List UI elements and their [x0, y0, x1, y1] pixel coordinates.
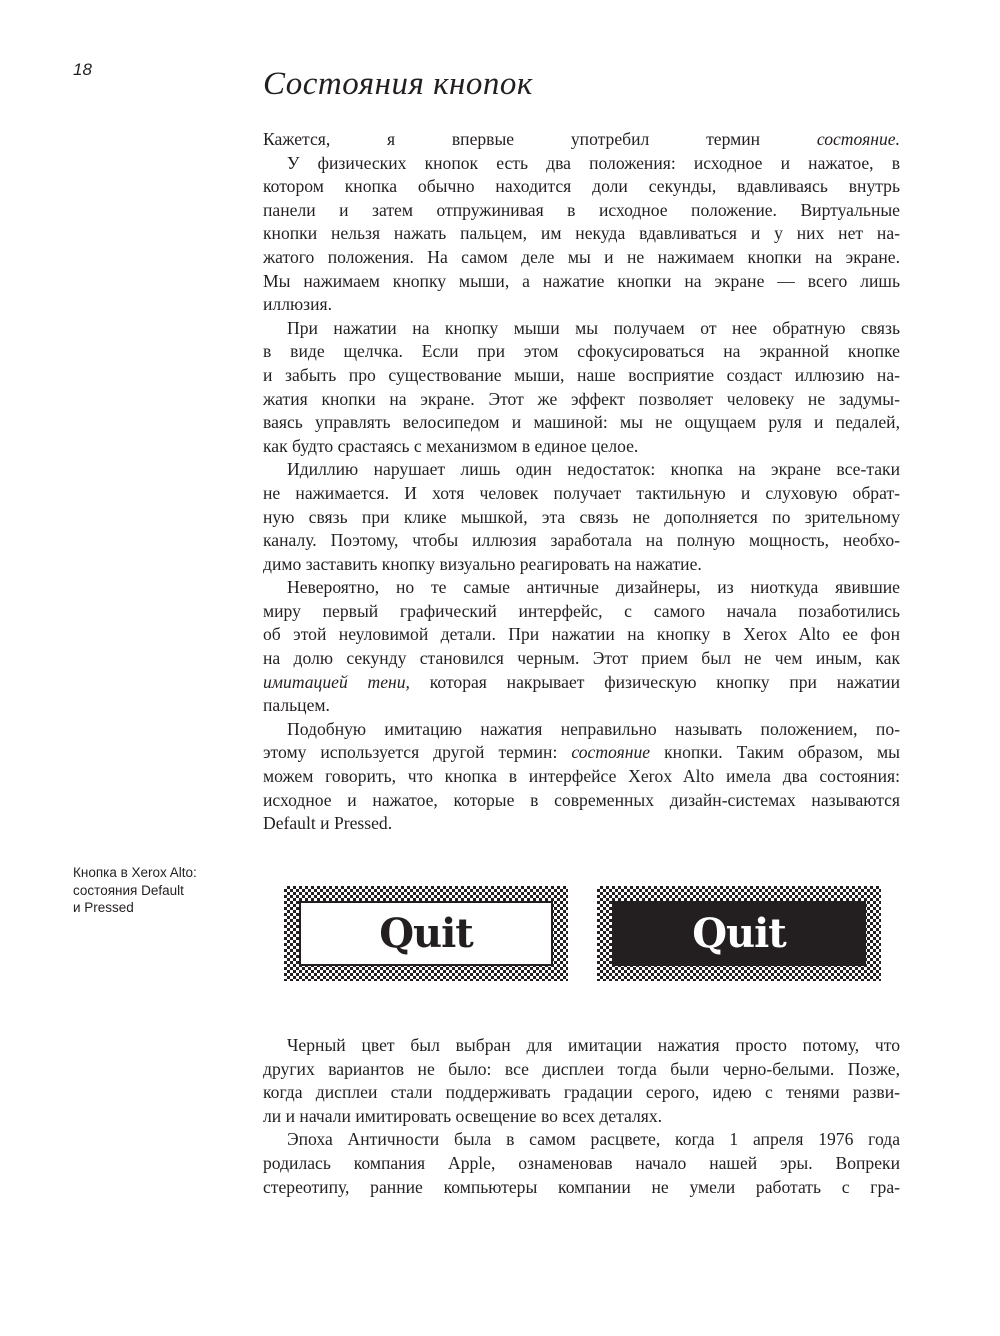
text-line: [263, 600, 900, 624]
text-line: [263, 647, 900, 671]
text-line: [263, 1176, 900, 1200]
text-run: каналу. Поэтому, чтобы иллюзия заработала на полную мощность, необхо-: [263, 530, 900, 551]
text-line: [263, 270, 900, 294]
figure-caption: [73, 864, 197, 917]
text-line: [263, 293, 900, 317]
text-run: ваясь управлять велосипедом и машиной: мы не ощущаем руля и педалей,: [263, 412, 900, 433]
text-line: [263, 741, 900, 765]
text-run: При нажатии на кнопку мыши мы получаем от нее обратную связь: [287, 317, 900, 338]
text-run: миру первый графический интерфейс, с самого начала позаботились: [263, 600, 900, 621]
text-run: жатия кнопки на экране. Этот же эффект позволяет человеку не задумы-: [263, 388, 900, 409]
text-run: У физических кнопок есть два положения: исходное и нажатое, в: [287, 152, 900, 173]
text-line: [263, 1105, 900, 1129]
text-line: [263, 718, 900, 742]
text-run: родилась компания Apple, ознаменовав начало нашей эры. Вопреки: [263, 1152, 900, 1173]
text-line: [263, 411, 900, 435]
quit-label-pressed: Quit: [612, 901, 866, 966]
text-line: [263, 222, 900, 246]
text-line: [263, 789, 900, 813]
text-run: ли и начали имитировать освещение во всех деталях.: [263, 1105, 663, 1126]
quit-label-default: Quit: [299, 901, 553, 966]
text-run: Черный цвет был выбран для имитации нажатия просто потому, что: [287, 1035, 900, 1055]
emphasized-text: имитацией тени,: [263, 671, 410, 692]
text-run: Мы нажимаем кнопку мыши, а нажатие кнопки на экране — всего лишь: [263, 270, 900, 291]
text-run: ную связь при клике мышкой, эта связь не дополняется по зрительному: [263, 506, 900, 527]
body-text-bottom: [263, 1034, 900, 1199]
text-line: [263, 175, 900, 199]
text-line: [263, 1081, 900, 1105]
text-run: панели и затем отпружинивая в исходное положение. Виртуальные: [263, 199, 900, 220]
text-run: и забыть про существование мыши, наше восприятие создаст иллюзию на-: [263, 364, 900, 385]
text-line: [263, 812, 900, 836]
text-run: когда дисплеи стали поддерживать градации серого, идею с тенями разви-: [263, 1082, 900, 1103]
text-run: стереотипу, ранние компьютеры компании не умели работать с гра-: [263, 1176, 900, 1197]
text-line: [263, 317, 900, 341]
text-line: [263, 623, 900, 647]
emphasized-text: состояние: [571, 742, 651, 763]
body-text-top: [263, 128, 900, 836]
text-line: [263, 199, 900, 223]
text-run: об этой неуловимой детали. При нажатии на кнопку в Xerox Alto ее фон: [263, 624, 900, 645]
text-run: жатого положения. На самом деле мы и не нажимаем кнопки на экране.: [263, 246, 900, 267]
text-run: Кажется, я впервые употребил термин: [263, 129, 817, 149]
text-line: [263, 1034, 900, 1058]
caption-line: и Pressed: [73, 900, 134, 915]
text-line: [263, 1058, 900, 1082]
text-run: кнопки. Таким образом, мы: [650, 742, 900, 763]
text-run: в виде щелчка. Если при этом сфокусироваться на экранной кнопке: [263, 341, 900, 362]
text-line: [263, 576, 900, 600]
text-line: [263, 388, 900, 412]
text-run: исходное и нажатое, которые в современных дизайн-системах называются: [263, 789, 900, 810]
text-line: [263, 152, 900, 176]
text-run: других вариантов не было: все дисплеи тогда были черно-белыми. Позже,: [263, 1058, 900, 1079]
text-run: этому используется другой термин:: [263, 742, 572, 763]
text-line: [263, 553, 900, 577]
text-run: Эпоха Античности была в самом расцвете, когда 1 апреля 1976 года: [287, 1129, 900, 1150]
text-run: кнопки нельзя нажать пальцем, им некуда вдавливаться и у них нет на-: [263, 223, 900, 244]
text-line: [263, 1128, 900, 1152]
text-line: [263, 1152, 900, 1176]
text-run: котором кнопка обычно находится доли секунды, вдавливаясь внутрь: [263, 176, 900, 197]
text-run: не нажимается. И хотя человек получает тактильную и слуховую обрат-: [263, 482, 900, 503]
text-line: [263, 364, 900, 388]
text-run: как будто срастаясь с механизмом в единое целое.: [263, 435, 639, 456]
text-line: [263, 671, 900, 695]
page-number: 18: [73, 60, 92, 79]
emphasized-text: состояние.: [816, 129, 900, 149]
text-run: пальцем.: [263, 695, 330, 716]
caption-line: Кнопка в Xerox Alto:: [73, 865, 197, 880]
text-line: [263, 246, 900, 270]
text-line: [263, 482, 900, 506]
quit-button-pressed-illustration: [597, 886, 881, 981]
text-line: [263, 506, 900, 530]
text-line: [263, 694, 900, 718]
text-run: на долю секунду становился черным. Этот прием был не чем иным, как: [263, 648, 900, 669]
text-run: Default и Pressed.: [263, 813, 393, 834]
section-title: Состояния кнопок: [263, 66, 533, 102]
text-line: [263, 435, 900, 459]
text-run: иллюзия.: [263, 294, 332, 315]
text-run: которая накрывает физическую кнопку при нажатии: [409, 671, 900, 692]
text-line: [263, 128, 900, 152]
text-line: [263, 340, 900, 364]
text-run: можем говорить, что кнопка в интерфейсе Xerox Alto имела два состояния:: [263, 766, 900, 787]
text-run: Невероятно, но те самые античные дизайнеры, из ниоткуда явившие: [287, 577, 900, 598]
text-run: Идиллию нарушает лишь один недостаток: кнопка на экране все-таки: [287, 459, 900, 480]
text-line: [263, 458, 900, 482]
quit-button-default-illustration: [284, 886, 568, 981]
text-run: димо заставить кнопку визуально реагировать на нажатие.: [263, 553, 702, 574]
caption-line: состояния Default: [73, 882, 184, 898]
text-run: Подобную имитацию нажатия неправильно называть положением, по-: [287, 718, 900, 739]
text-line: [263, 529, 900, 553]
text-line: [263, 765, 900, 789]
